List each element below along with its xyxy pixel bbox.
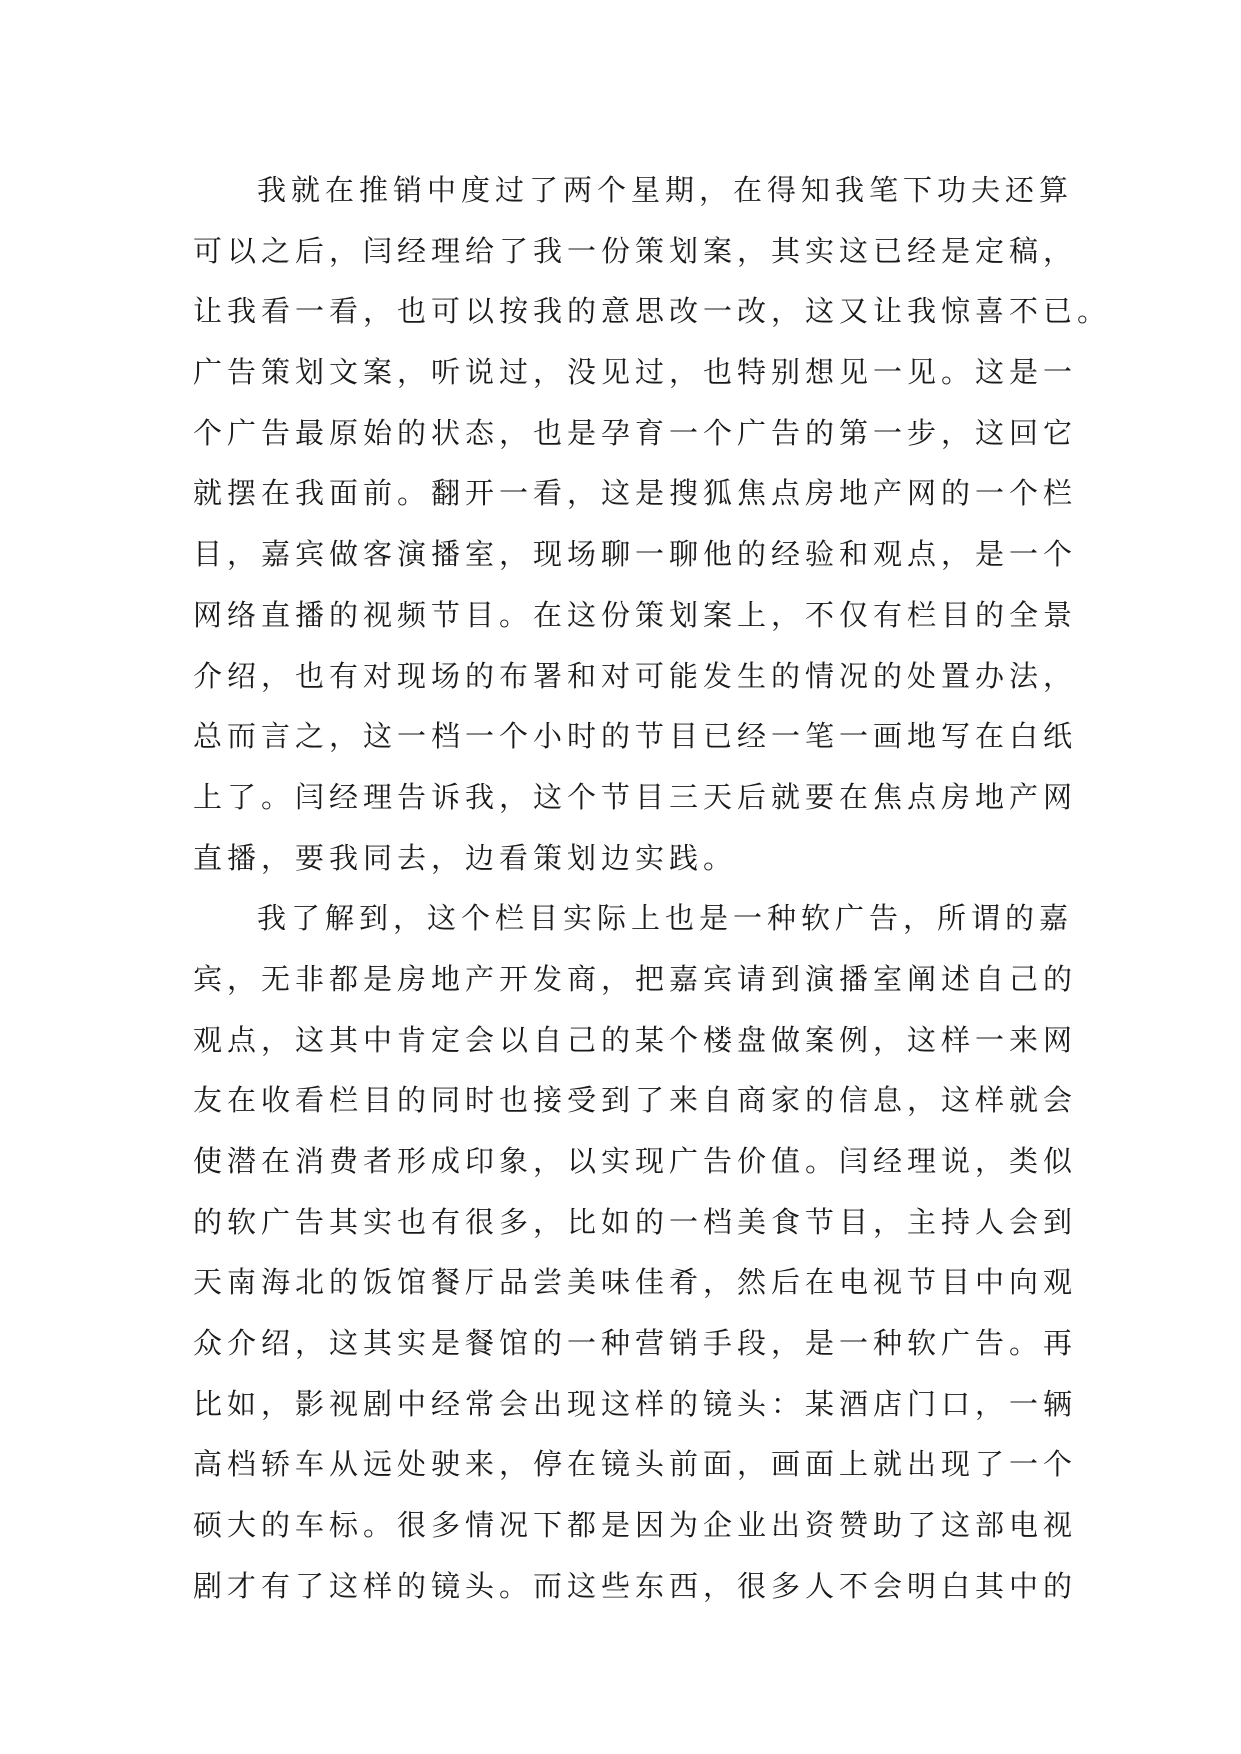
text-line: 友在收看栏目的同时也接受到了来自商家的信息，这样就会 [193, 1083, 1078, 1118]
text-line: 介绍，也有对现场的布署和对可能发生的情况的处置办法， [193, 658, 1078, 693]
text-line: 总而言之，这一档一个小时的节目已经一笔一画地写在白纸 [193, 719, 1078, 754]
text-line: 广告策划文案，听说过，没见过，也特别想见一见。这是一 [193, 355, 1078, 390]
paragraph-1 [193, 160, 1112, 888]
text-line: 硕大的车标。很多情况下都是因为企业出资赞助了这部电视 [193, 1508, 1078, 1543]
document-body [193, 160, 1112, 1617]
text-line: 我了解到，这个栏目实际上也是一种软广告，所谓的嘉 [257, 901, 1074, 936]
text-line: 高档轿车从远处驶来，停在镜头前面，画面上就出现了一个 [193, 1447, 1078, 1482]
text-line: 目，嘉宾做客演播室，现场聊一聊他的经验和观点，是一个 [193, 537, 1078, 572]
paragraph-2 [193, 888, 1078, 1616]
text-line: 使潜在消费者形成印象，以实现广告价值。闫经理说，类似 [193, 1144, 1078, 1178]
text-line: 观点，这其中肯定会以自己的某个楼盘做案例，这样一来网 [193, 1022, 1078, 1057]
text-line: 让我看一看，也可以按我的意思改一改，这又让我惊喜不已。 [193, 294, 1112, 329]
text-line: 众介绍，这其实是餐馆的一种营销手段，是一种软广告。再 [193, 1326, 1078, 1361]
text-line: 剧才有了这样的镜头。而这些东西，很多人不会明白其中的 [193, 1568, 1078, 1603]
text-line: 的软广告其实也有很多，比如的一档美食节目，主持人会到 [193, 1204, 1078, 1239]
text-line: 就摆在我面前。翻开一看，这是搜狐焦点房地产网的一个栏 [193, 476, 1078, 511]
text-line: 上了。闫经理告诉我，这个节目三天后就要在焦点房地产网 [193, 779, 1078, 814]
text-line: 直播，要我同去，边看策划边实践。 [193, 840, 738, 875]
text-line: 比如，影视剧中经常会出现这样的镜头：某酒店门口，一辆 [193, 1386, 1078, 1421]
text-line: 网络直播的视频节目。在这份策划案上，不仅有栏目的全景 [193, 597, 1078, 632]
text-line: 可以之后，闫经理给了我一份策划案，其实这已经是定稿， [193, 233, 1078, 268]
text-line: 个广告最原始的状态，也是孕育一个广告的第一步，这回它 [193, 415, 1078, 450]
text-line: 我就在推销中度过了两个星期，在得知我笔下功夫还算 [257, 173, 1074, 207]
text-line: 宾，无非都是房地产开发商，把嘉宾请到演播室阐述自己的 [193, 961, 1078, 996]
text-line: 天南海北的饭馆餐厅品尝美味佳肴，然后在电视节目中向观 [193, 1265, 1078, 1300]
